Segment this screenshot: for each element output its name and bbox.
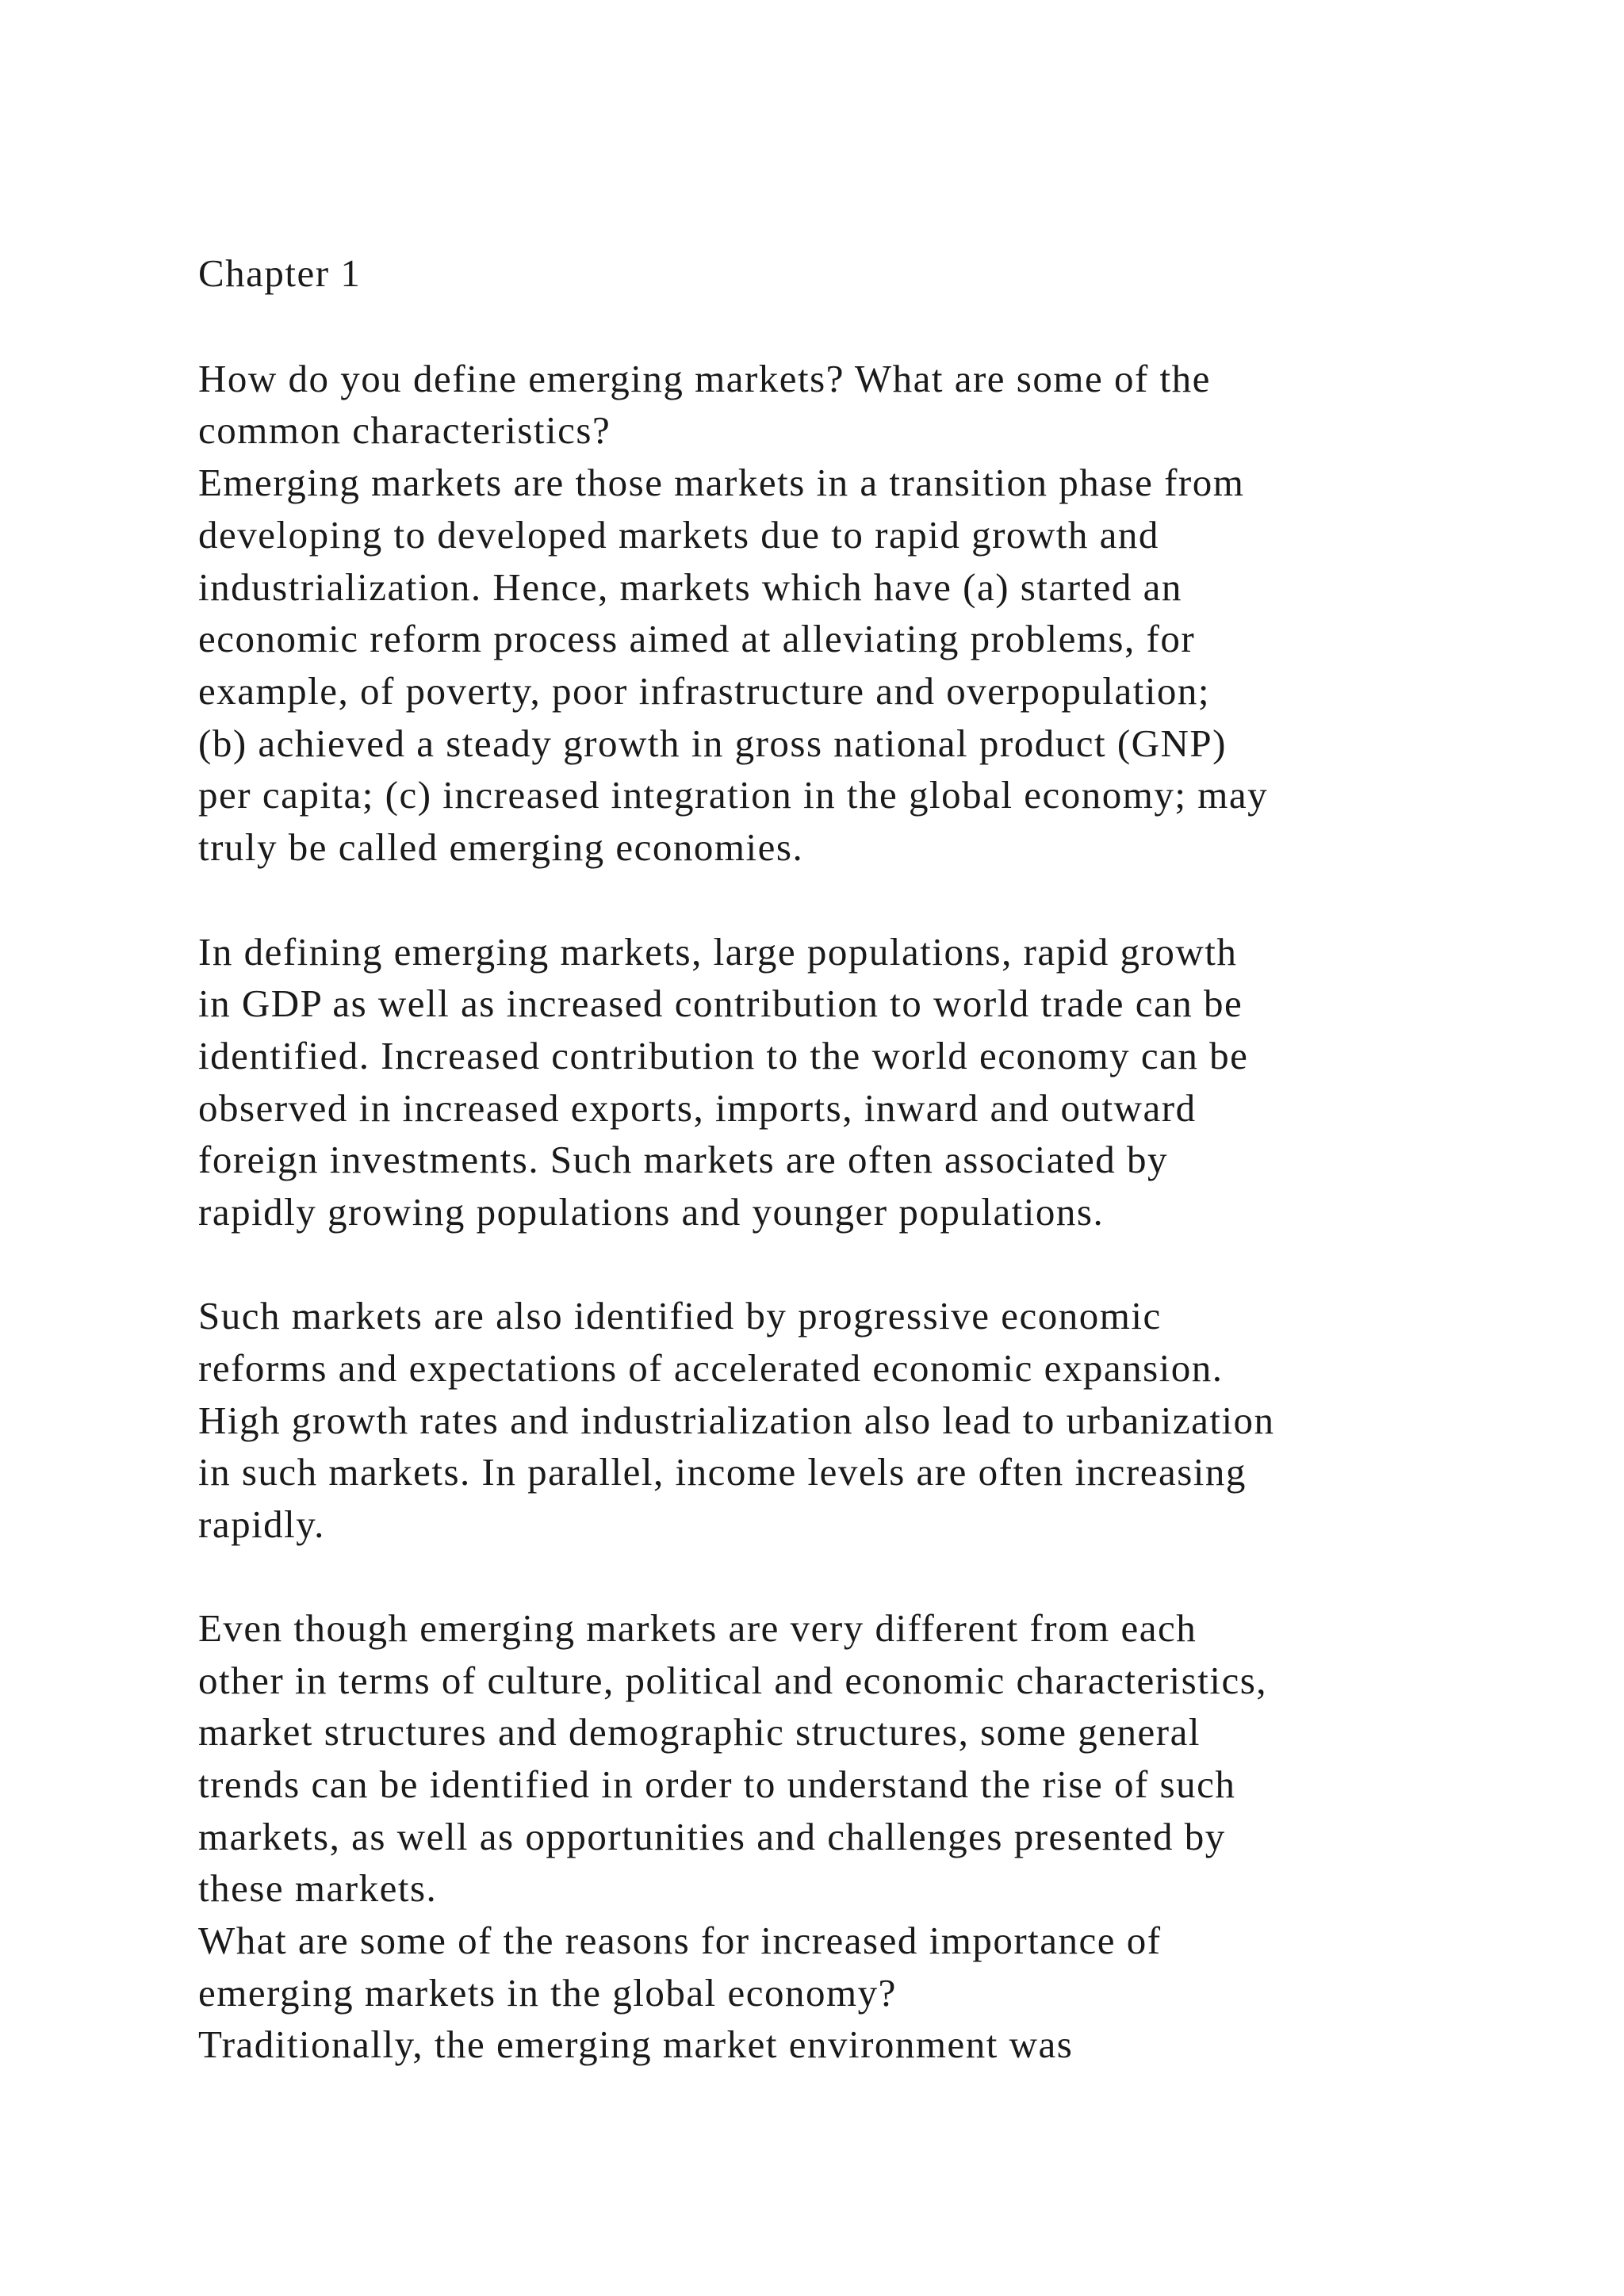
paragraph-4-line-6: these markets. (198, 1866, 438, 1910)
paragraph-5-line-1: Traditionally, the emerging market environment was (198, 2022, 1074, 2066)
paragraph-1-line-6: (b) achieved a steady growth in gross national product (GNP) (198, 721, 1227, 765)
paragraph-2-line-5: foreign investments. Such markets are often associated by (198, 1138, 1169, 1181)
paragraph-1-line-5: example, of poverty, poor infrastructure and overpopulation; (198, 669, 1211, 713)
paragraph-1-line-1: Emerging markets are those markets in a transition phase from (198, 461, 1245, 504)
paragraph-4-line-3: market structures and demographic structures, some general (198, 1710, 1201, 1754)
paragraph-2-line-1: In defining emerging markets, large populations, rapid growth (198, 930, 1238, 974)
paragraph-1-line-3: industrialization. Hence, markets which have (a) started an (198, 565, 1182, 609)
paragraph-4-line-1: Even though emerging markets are very different from each (198, 1606, 1197, 1650)
question-1-line-2: common characteristics? (198, 408, 611, 452)
paragraph-3-line-3: High growth rates and industrialization also lead to urbanization (198, 1399, 1275, 1442)
paragraph-1-line-7: per capita; (c) increased integration in the global economy; may (198, 773, 1269, 817)
paragraph-3-line-4: in such markets. In parallel, income levels are often increasing (198, 1450, 1247, 1494)
paragraph-2-line-6: rapidly growing populations and younger populations. (198, 1190, 1105, 1234)
paragraph-2-line-2: in GDP as well as increased contribution to world trade can be (198, 982, 1243, 1025)
chapter-title: Chapter 1 (198, 251, 362, 295)
paragraph-3-line-5: rapidly. (198, 1502, 325, 1546)
paragraph-2-line-3: identified. Increased contribution to the world economy can be (198, 1034, 1249, 1077)
paragraph-4-line-5: markets, as well as opportunities and challenges presented by (198, 1815, 1226, 1858)
paragraph-4-line-2: other in terms of culture, political and economic characteristics, (198, 1659, 1268, 1702)
paragraph-2-line-4: observed in increased exports, imports, inward and outward (198, 1086, 1197, 1130)
question-1-line-1: How do you define emerging markets? What are some of the (198, 357, 1211, 400)
question-2-line-2: emerging markets in the global economy? (198, 1971, 897, 2015)
paragraph-1-line-8: truly be called emerging economies. (198, 825, 804, 869)
question-2-line-1: What are some of the reasons for increased importance of (198, 1919, 1162, 1962)
paragraph-3-line-2: reforms and expectations of accelerated economic expansion. (198, 1346, 1224, 1390)
paragraph-3-line-1: Such markets are also identified by progressive economic (198, 1294, 1162, 1337)
paragraph-1-line-4: economic reform process aimed at alleviating problems, for (198, 617, 1196, 660)
paragraph-1-line-2: developing to developed markets due to rapid growth and (198, 513, 1159, 557)
paragraph-4-line-4: trends can be identified in order to understand the rise of such (198, 1762, 1236, 1806)
